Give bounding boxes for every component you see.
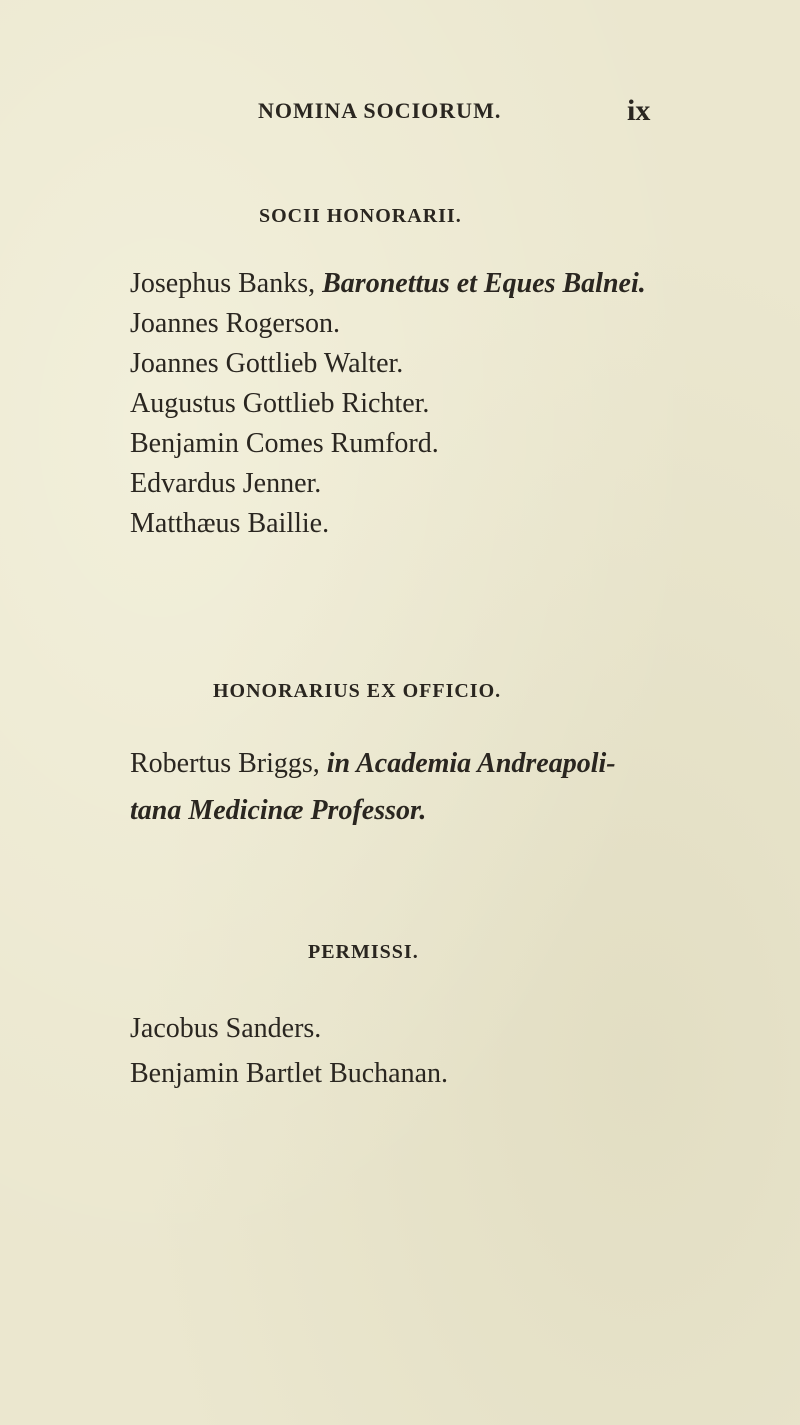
- member-name: Augustus Gottlieb Richter.: [130, 388, 430, 419]
- member-name: Benjamin Bartlet Buchanan.: [130, 1058, 449, 1089]
- heading-honorarius-ex-officio: HONORARIUS EX OFFICIO.: [213, 680, 502, 702]
- member-name: Robertus Briggs,: [130, 748, 320, 779]
- list-item: [130, 264, 646, 304]
- honorarius-entry: [130, 740, 616, 834]
- member-name: Joannes Rogerson.: [130, 308, 340, 339]
- list-item: [130, 384, 646, 424]
- list-item: [130, 464, 646, 504]
- member-name: Jacobus Sanders.: [130, 1013, 322, 1044]
- heading-socii-honorarii: SOCII HONORARII.: [259, 205, 462, 227]
- list-item: [130, 504, 646, 544]
- socii-honorarii-list: [130, 264, 646, 544]
- page-number: ix: [627, 94, 651, 127]
- member-name: Benjamin Comes Rumford.: [130, 428, 439, 459]
- member-title-line1: in Academia Andreapoli-: [326, 748, 616, 779]
- list-item: [130, 1006, 448, 1051]
- member-name: Edvardus Jenner.: [130, 468, 322, 499]
- member-title-line2: tana Medicinæ Professor.: [130, 795, 427, 826]
- heading-permissi: PERMISSI.: [308, 941, 419, 963]
- member-name: Matthæus Baillie.: [130, 508, 330, 539]
- list-item: [130, 1051, 448, 1096]
- list-item: [130, 344, 646, 384]
- list-item: [130, 424, 646, 464]
- running-head-title: NOMINA SOCIORUM.: [258, 98, 502, 123]
- member-name: Joannes Gottlieb Walter.: [130, 348, 404, 379]
- running-head: [0, 94, 800, 138]
- member-title: Baronettus et Eques Balnei.: [322, 268, 646, 299]
- member-name: Josephus Banks,: [130, 268, 316, 299]
- list-item: [130, 304, 646, 344]
- permissi-list: [130, 1006, 448, 1096]
